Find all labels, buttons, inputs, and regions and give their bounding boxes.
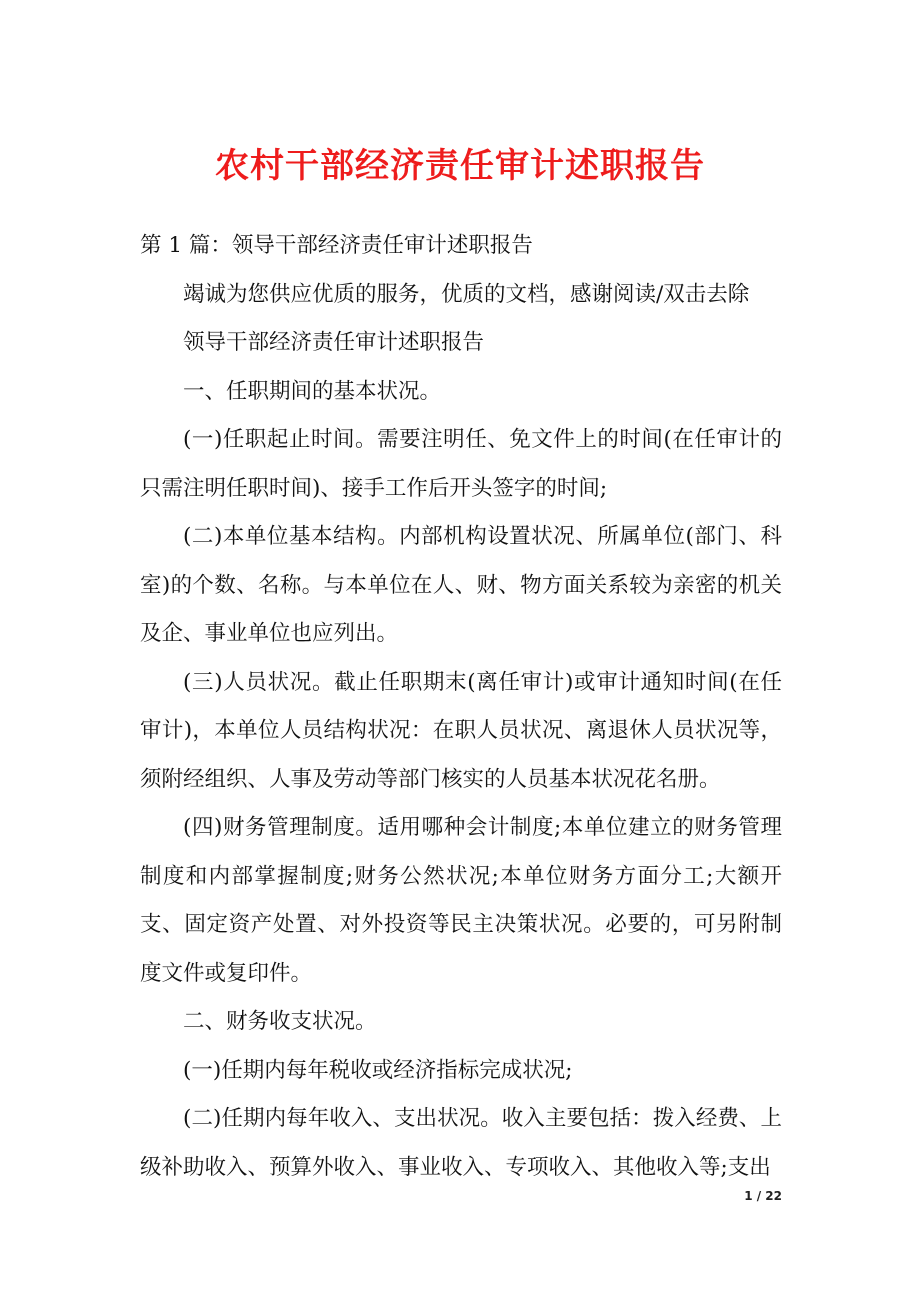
paragraph: (二)任期内每年收入、支出状况。收入主要包括：拨入经费、上级补助收入、预算外收入、事业收入、专项收入、其他收入等;支出 — [140, 1106, 782, 1180]
section-two-heading: 二、财务收支状况。 — [183, 1009, 377, 1034]
notice-paragraph: 竭诚为您供应优质的服务，优质的文档，感谢阅读/双击去除 — [183, 281, 750, 307]
section-one-heading: 一、任职期间的基本状况。 — [183, 378, 442, 404]
paragraph: (一)任职起止时间。需要注明任、免文件上的时间(在任审计的只需注明任职时间)、接手工作后开头签字的时间; — [140, 427, 782, 501]
paragraph: (三)人员状况。截止任职期末(离任审计)或审计通知时间(在任审计)，本单位人员结构状况：在职人员状况、离退休人员状况等，须附经组织、人事及劳动等部门核实的人员基本状况花名册。 — [140, 669, 782, 792]
document-title: 农村干部经济责任审计述职报告 — [215, 146, 705, 186]
paragraph: (一)任期内每年税收或经济指标完成状况; — [183, 1057, 573, 1083]
paragraph: (四)财务管理制度。适用哪种会计制度;本单位建立的财务管理制度和内部掌握制度;财务公然状况;本单位财务方面分工;大额开支、固定资产处置、对外投资等民主决策状况。必要的，可另附制度文件或复印件。 — [140, 815, 782, 986]
page-number: 1 / 22 — [744, 1189, 782, 1203]
section-heading: 第 1 篇：领导干部经济责任审计述职报告 — [140, 233, 533, 258]
subtitle-paragraph: 领导干部经济责任审计述职报告 — [183, 330, 485, 355]
paragraph: (二)本单位基本结构。内部机构设置状况、所属单位(部门、科室)的个数、名称。与本单位在人、财、物方面关系较为亲密的机关及企、事业单位也应列出。 — [140, 524, 782, 646]
document-body — [140, 222, 782, 1192]
